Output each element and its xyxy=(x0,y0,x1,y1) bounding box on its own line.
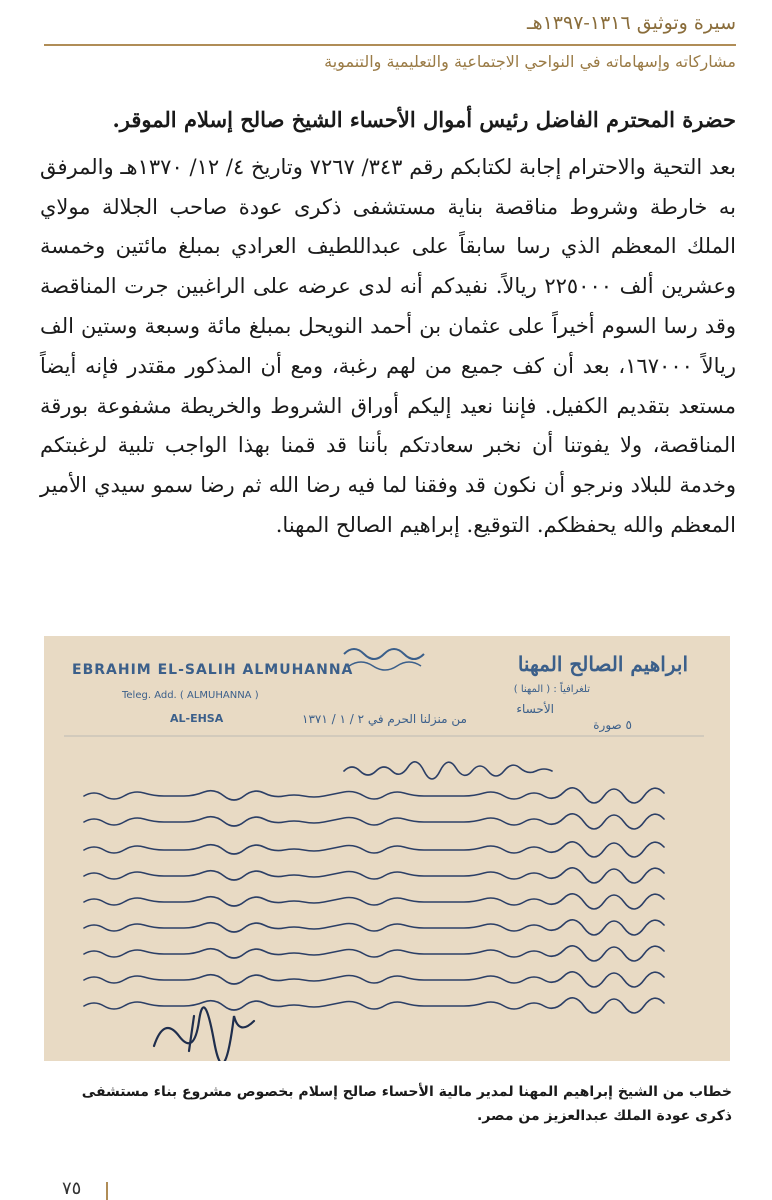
header-divider xyxy=(44,44,736,46)
letterhead-english-city: AL-EHSA xyxy=(170,712,224,725)
figure-caption xyxy=(44,1080,732,1128)
handwriting-lines xyxy=(84,762,664,1013)
letterhead-english-teleg: Teleg. Add. ( ALMUHANNA ) xyxy=(122,690,259,701)
book-title: سيرة وتوثيق ١٣١٦-١٣٩٧هـ xyxy=(527,12,736,34)
letter-transcription: بعد التحية والاحترام إجابة لكتابكم رقم ٣٤٣/ ٧٢٦٧ وتاريخ ٤/ ١٢/ ١٣٧٠هـ والمرفق به خارطة وشروط مناقصة بناية مستشفى ذكرى عودة صاحب الجلالة مولاي الملك المعظم الذي رسا سابقاً على عبداللطيف العرادي بمبلغ مائتين وخمسة وعشرين ألف ٢٢٥٠٠٠ ريالاً. نفيدكم أنه لدى عرضه على الراغبين جرت المناقصة وقد رسا السوم أخيراً على عثمان بن أحمد النويحل بمبلغ مائة وسبعة وستين الف ريالاً ١٦٧٠٠٠، بعد أن كف جميع من لهم رغبة، ومع أن المذكور مقتدر فإنه أيضاً مستعد بتقديم الكفيل. فإننا نعيد إليكم أوراق الشروط والخريطة مشفوعة بورقة المناقصة، ولا يفوتنا أن نخبر سعادتكم بأننا قد قمنا بهذا الواجب تلبية لرغبتكم وخدمة للبلاد ونرجو أن نكون قد وفقنا لما فيه رضا الله ثم رضا سمو سيدي الأمير المعظم والله يحفظكم. التوقيع. إبراهيم الصالح المهنا. xyxy=(40,154,736,537)
letter-copy-number: ٥ صورة xyxy=(593,718,632,732)
letter-greeting: حضرة المحترم الفاضل رئيس أموال الأحساء الشيخ صالح إسلام الموقر. xyxy=(112,107,736,132)
letterhead-arabic-city: الأحساء xyxy=(516,702,554,716)
page-number: ٧٥ xyxy=(62,1178,82,1199)
caption-line-2: ذكرى عودة الملك عبدالعزيز من مصر. xyxy=(477,1108,732,1124)
footer-divider xyxy=(106,1182,108,1200)
letterhead-english-name: EBRAHIM EL-SALIH ALMUHANNA xyxy=(72,662,354,678)
section-title: مشاركاته وإسهاماته في النواحي الاجتماعية والتعليمية والتنموية xyxy=(324,52,736,71)
signature-scribble xyxy=(154,1007,254,1061)
handwritten-letter-scan xyxy=(44,636,730,1061)
caption-line-1: خطاب من الشيخ إبراهيم المهنا لمدير مالية الأحساء صالح إسلام بخصوص مشروع بناء مستشفى xyxy=(81,1084,732,1100)
running-header xyxy=(44,10,736,80)
letterhead-arabic-name: ابراهيم الصالح المهنا xyxy=(517,652,688,676)
main-text xyxy=(40,100,736,546)
letterhead-arabic-teleg: تلغرافياً : ( المهنا ) xyxy=(513,684,590,695)
letter-date-line: من منزلنا الحرم في ٢ / ١ / ١٣٧١ xyxy=(302,712,467,726)
letterhead-emblem xyxy=(344,649,424,670)
